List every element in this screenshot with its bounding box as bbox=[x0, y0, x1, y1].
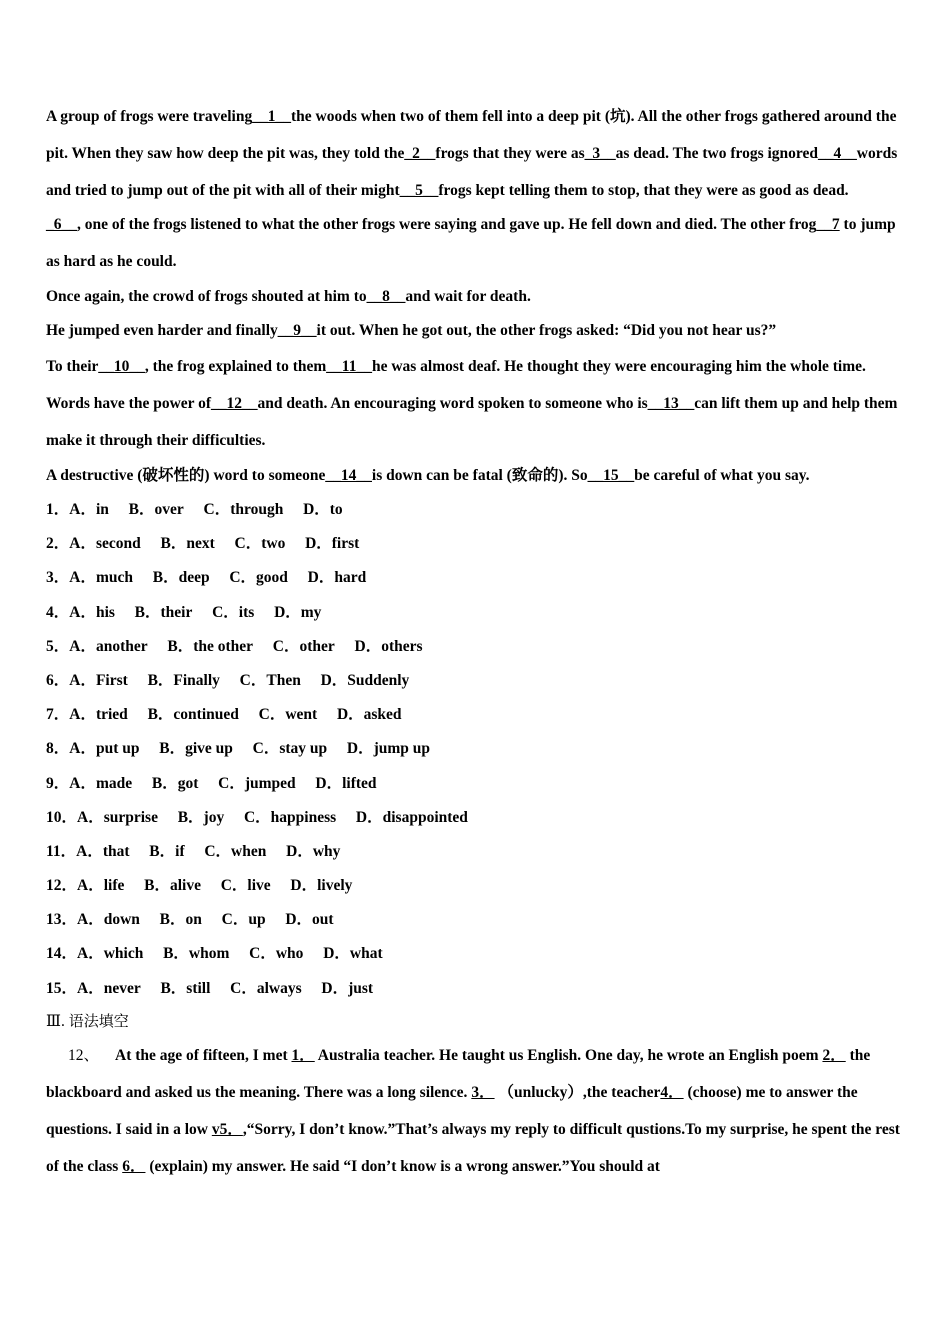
blank-11: __11__ bbox=[326, 358, 372, 375]
passage-paragraph-7: A destructive (破坏性的) word to someone__14__is down can be fatal (致命的). So__15__be careful of what you say. bbox=[46, 467, 810, 484]
option-a: A．much bbox=[69, 569, 133, 587]
option-b: B．deep bbox=[152, 569, 210, 587]
blank-2: _2__ bbox=[404, 145, 436, 162]
option-a: A．life bbox=[77, 877, 125, 895]
question-number: 10． bbox=[46, 808, 78, 826]
option-c: C．other bbox=[272, 637, 335, 655]
option-a: A．down bbox=[77, 911, 140, 929]
question-row bbox=[46, 835, 908, 869]
option-c: C．who bbox=[249, 945, 304, 963]
option-d: D．just bbox=[321, 979, 374, 997]
option-a: A．second bbox=[69, 535, 141, 553]
blank-5: __5__ bbox=[399, 182, 439, 199]
question-row bbox=[46, 493, 908, 527]
question-row bbox=[46, 561, 908, 595]
option-c: C．happiness bbox=[243, 808, 337, 826]
option-c: C．two bbox=[234, 535, 286, 553]
question-row bbox=[46, 801, 908, 835]
option-a: A．never bbox=[77, 979, 141, 997]
blank-6: _6__ bbox=[46, 216, 77, 233]
question-row bbox=[46, 527, 908, 561]
option-a: A．tried bbox=[69, 706, 128, 724]
question-row bbox=[46, 732, 908, 766]
question-number: 3． bbox=[46, 569, 70, 587]
option-d: D．my bbox=[274, 603, 322, 621]
option-b: B．if bbox=[149, 842, 185, 860]
option-c: C．stay up bbox=[252, 740, 328, 758]
blank-8: __8__ bbox=[366, 288, 406, 305]
option-b: B．over bbox=[128, 501, 184, 518]
option-c: C．jumped bbox=[218, 774, 296, 792]
grammar-blank-5: v5． bbox=[211, 1120, 243, 1138]
option-a: A．First bbox=[69, 671, 128, 689]
passage-paragraph-5: To their__10__, the frog explained to them__11__he was almost deaf. He thought they were encouraging him the whole time. bbox=[46, 358, 866, 375]
passage-paragraph-3: Once again, the crowd of frogs shouted at him to__8__and wait for death. bbox=[46, 288, 531, 305]
blank-10: __10__ bbox=[98, 358, 145, 375]
section-heading bbox=[46, 1006, 908, 1037]
option-d: D．asked bbox=[336, 706, 402, 724]
question-row bbox=[46, 937, 908, 971]
option-d: D．Suddenly bbox=[320, 671, 410, 689]
option-a: A．made bbox=[69, 774, 133, 792]
option-a: A．that bbox=[76, 842, 130, 860]
option-b: B．joy bbox=[177, 808, 225, 826]
question-number: 12、 bbox=[68, 1046, 100, 1064]
question-number: 14． bbox=[46, 945, 78, 963]
option-b: B．Finally bbox=[147, 671, 220, 689]
question-list bbox=[46, 493, 908, 1006]
option-b: B．continued bbox=[147, 706, 239, 724]
option-b: B．their bbox=[134, 603, 193, 621]
option-b: B．on bbox=[159, 911, 202, 929]
option-c: C．went bbox=[258, 706, 318, 724]
question-row bbox=[46, 664, 908, 698]
option-b: B．whom bbox=[163, 945, 230, 963]
option-b: B．give up bbox=[159, 740, 233, 758]
option-d: D．others bbox=[354, 637, 423, 655]
option-b: B．alive bbox=[144, 877, 201, 895]
passage-paragraph-6: Words have the power of__12__and death. An encouraging word spoken to someone who is__13__can lift them up and help them make it through their difficulties. bbox=[46, 395, 898, 449]
question-number: 13． bbox=[46, 911, 78, 929]
question-row bbox=[46, 972, 908, 1006]
question-row bbox=[46, 767, 908, 801]
option-a: A．in bbox=[69, 501, 109, 518]
question-row bbox=[46, 596, 908, 630]
option-d: D．hard bbox=[307, 569, 367, 587]
option-d: D．why bbox=[286, 842, 341, 860]
option-d: D．first bbox=[305, 535, 360, 553]
blank-15: __15__ bbox=[587, 467, 635, 484]
question-number: 2． bbox=[46, 535, 70, 553]
question-number: 15． bbox=[46, 979, 78, 997]
option-c: C．up bbox=[221, 911, 266, 929]
section-number: Ⅲ. bbox=[46, 1012, 65, 1030]
question-number: 11． bbox=[46, 842, 77, 860]
option-a: A．put up bbox=[69, 740, 140, 758]
option-c: C．good bbox=[229, 569, 288, 587]
blank-14: __14__ bbox=[325, 467, 372, 484]
grammar-fill-passage: 12、 At the age of fifteen, I met 1． Australia teacher. He taught us English. One day, he wrote an English poem 2． the blackboard and asked us the meaning. There was a long silence. 3． （unlucky）,the teacher4． (choose) me to answer the questions. I said in a low v5．,“Sorry, I don’t know.”That’s always my reply to difficult qustions.To my surprise, he spent the rest of the class 6． (explain) my answer. He said “I don’t know is a wrong answer.”You should at bbox=[46, 1046, 900, 1175]
option-d: D．disappointed bbox=[355, 808, 468, 826]
option-c: C．always bbox=[230, 979, 302, 997]
blank-3: _3__ bbox=[584, 145, 616, 162]
question-number: 6． bbox=[46, 671, 70, 689]
option-b: B．still bbox=[160, 979, 211, 997]
question-number: 8． bbox=[46, 740, 70, 758]
option-b: B．the other bbox=[167, 637, 254, 655]
worksheet-page bbox=[46, 98, 908, 1185]
grammar-blank-4: 4． bbox=[660, 1083, 684, 1101]
option-d: D．out bbox=[285, 911, 334, 929]
grammar-blank-3: 3． bbox=[471, 1083, 495, 1101]
blank-9: __9__ bbox=[277, 322, 317, 339]
question-number: 9． bbox=[46, 774, 70, 792]
section-title: 语法填空 bbox=[68, 1011, 129, 1030]
blank-13: __13__ bbox=[647, 395, 695, 412]
question-row bbox=[46, 698, 908, 732]
question-row bbox=[46, 630, 908, 664]
option-a: A．surprise bbox=[77, 808, 158, 826]
option-a: A．another bbox=[69, 637, 148, 655]
option-d: D．what bbox=[323, 945, 383, 963]
option-c: C．when bbox=[204, 842, 267, 860]
question-number: 4． bbox=[46, 603, 70, 621]
grammar-blank-2: 2． bbox=[822, 1046, 846, 1064]
question-number: 5． bbox=[46, 637, 70, 655]
question-number: 7． bbox=[46, 706, 70, 724]
option-b: B．got bbox=[151, 774, 199, 792]
option-c: C．Then bbox=[239, 671, 301, 689]
option-a: A．which bbox=[77, 945, 144, 963]
question-row bbox=[46, 869, 908, 903]
option-d: D．lively bbox=[290, 877, 353, 895]
question-row bbox=[46, 903, 908, 937]
question-number: 12． bbox=[46, 877, 78, 895]
option-d: D．to bbox=[303, 501, 343, 518]
blank-7: __7 bbox=[816, 216, 840, 233]
grammar-blank-6: 6． bbox=[122, 1157, 146, 1175]
option-a: A．his bbox=[69, 603, 115, 621]
passage-paragraph-4: He jumped even harder and finally__9__it out. When he got out, the other frogs asked: “Did you not hear us?” bbox=[46, 322, 777, 339]
option-b: B．next bbox=[160, 535, 215, 553]
option-d: D．lifted bbox=[315, 774, 377, 792]
passage-paragraph-1: A group of frogs were traveling__1__the woods when two of them fell into a deep pit (坑). All the other frogs gathered around the pit. When they saw how deep the pit was, they told the_2__frogs that they were as_3__as dead. The two frogs ignored__4__words and tried to jump out of the pit with all of their might__5__frogs kept telling them to stop, that they were as good as dead. bbox=[46, 108, 898, 199]
passage-paragraph-2: _6__, one of the frogs listened to what the other frogs were saying and gave up. He fell down and died. The other frog__7 to jump as hard as he could. bbox=[46, 216, 896, 270]
option-c: C．live bbox=[220, 877, 271, 895]
blank-4: __4__ bbox=[818, 145, 857, 162]
question-number: 1． bbox=[46, 501, 70, 518]
option-c: C．through bbox=[203, 501, 284, 518]
option-c: C．its bbox=[212, 603, 255, 621]
grammar-blank-1: 1． bbox=[291, 1046, 315, 1064]
blank-12: __12__ bbox=[211, 395, 258, 412]
option-d: D．jump up bbox=[346, 740, 431, 758]
blank-1: __1__ bbox=[252, 108, 291, 125]
